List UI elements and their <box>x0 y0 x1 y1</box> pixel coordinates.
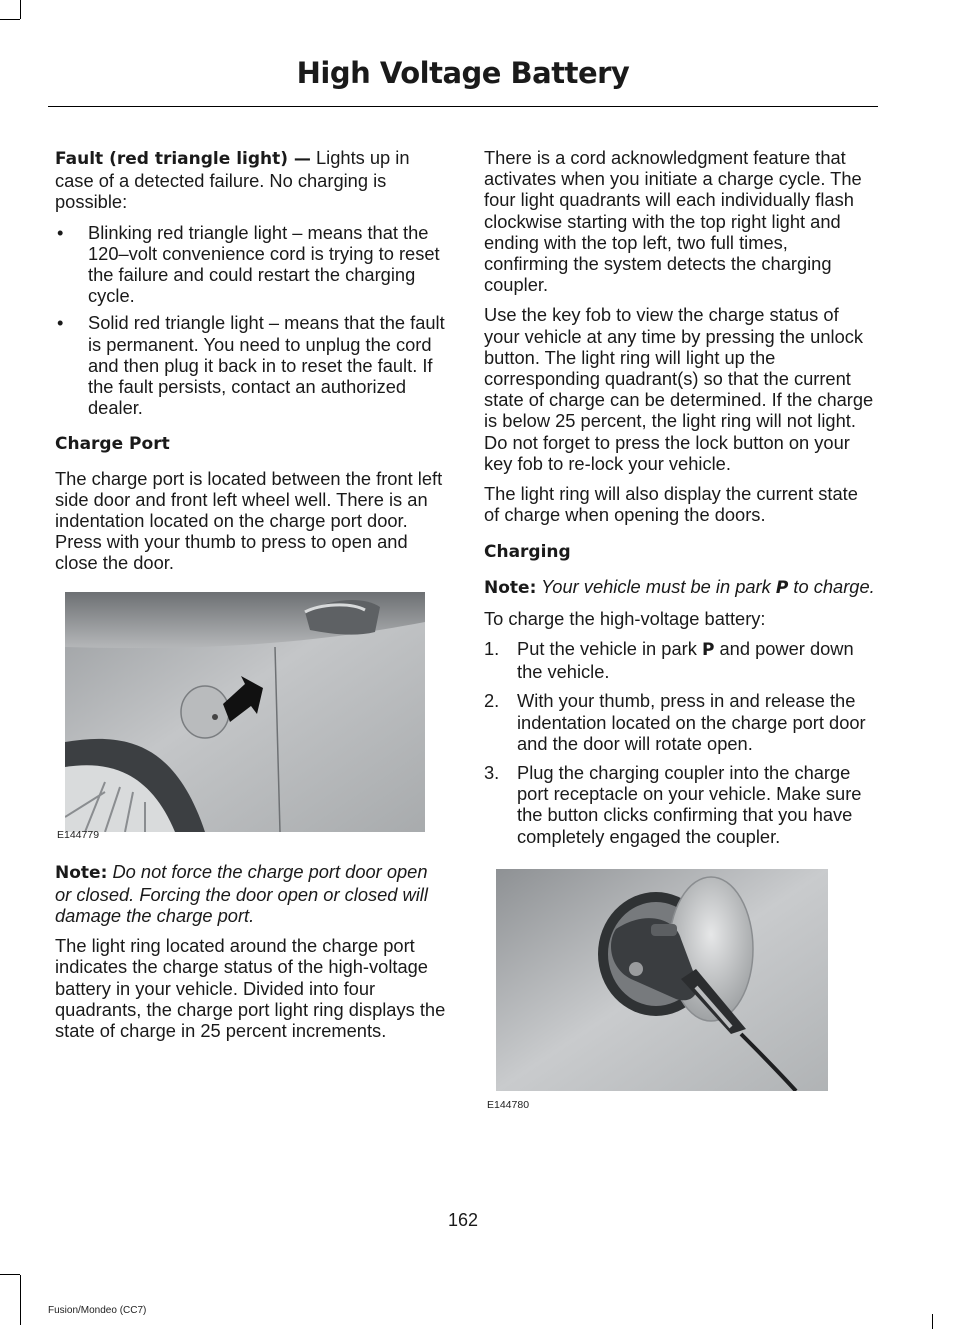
crop-mark <box>20 0 21 19</box>
charging-intro: To charge the high-voltage battery: <box>484 607 766 629</box>
footer-text: Fusion/Mondeo (CC7) <box>48 1305 147 1316</box>
crop-mark <box>0 19 20 20</box>
list-item <box>55 312 447 418</box>
list-item <box>484 762 876 847</box>
charge-port-door-illustration <box>65 592 425 832</box>
light-ring-paragraph: The light ring located around the charge port indicates the charge status of the high-voltage battery in your vehicle. Divided into four quadrants, the charge port light ring displays the state of charge in 25 percent increments. <box>55 935 446 1042</box>
park-letter: P <box>775 577 789 598</box>
fault-paragraph <box>55 147 447 213</box>
figure-code: E144779 <box>57 828 100 841</box>
crop-mark <box>0 1274 20 1275</box>
figure-code: E144780 <box>487 1098 530 1111</box>
bullet-text: Solid red triangle light – means that the fault is permanent. You need to unplug the cord and then plug it back in to reset the fault. If the fault persists, contact an authorized dealer. <box>88 312 445 419</box>
fault-label: Fault (red triangle light) — <box>55 149 311 169</box>
note-text: Your vehicle must be in park <box>536 575 776 597</box>
charging-coupler-illustration <box>496 869 828 1091</box>
left-column <box>55 147 447 1050</box>
step-number: 3. <box>484 762 500 784</box>
key-fob-paragraph: Use the key fob to view the charge status of your vehicle at any time by pressing the unlock button. The light ring will light up the corresponding quadrant(s) so that the current state of charge can be determined. If the charge is below 25 percent, the light ring will not light. Do not forget to press the lock button on your key fob to re-lock your vehicle. <box>484 304 874 474</box>
bullet-text: Blinking red triangle light – means that the 120–volt convenience cord is trying to reset the failure and could restart the charging cycle. <box>88 221 440 307</box>
page-number: 162 <box>447 1210 479 1230</box>
bullet-marker: • <box>57 312 64 334</box>
step-text: With your thumb, press in and release the indentation located on the charge port door and the door will rotate open. <box>517 690 866 754</box>
charging-heading: Charging <box>484 542 571 563</box>
fault-text: Lights up in case of a detected failure. No charging is possible: <box>55 147 410 213</box>
note-text: Do not force the charge port door open or closed. Forcing the door open or closed will damage the charge port. <box>55 860 428 927</box>
list-item <box>55 222 447 307</box>
crop-mark <box>20 1275 21 1325</box>
step-text: Plug the charging coupler into the charge port receptacle on your vehicle. Make sure the button clicks confirming that you have completely engaged the coupler. <box>517 762 862 847</box>
charging-steps <box>484 638 876 847</box>
fault-bullet-list <box>55 222 447 419</box>
list-item <box>484 638 876 682</box>
note-label: Note: <box>484 577 537 598</box>
step-number: 2. <box>484 690 500 712</box>
note-paragraph <box>55 861 447 927</box>
page-title: High Voltage Battery <box>296 56 630 90</box>
charge-port-figure <box>55 592 447 847</box>
charge-port-heading: Charge Port <box>55 434 170 455</box>
charging-note <box>484 576 876 599</box>
step-number: 1. <box>484 638 500 660</box>
step-bold: P <box>701 640 715 661</box>
step-text: Put the vehicle in park <box>517 638 702 660</box>
right-column <box>484 147 876 1109</box>
bullet-marker: • <box>57 221 64 243</box>
crop-mark <box>932 1314 933 1329</box>
note-text-end: to charge. <box>788 575 875 597</box>
cord-ack-paragraph: There is a cord acknowledgment feature that activates when you initiate a charge cycle. The four light quadrants will each individually flash clockwise starting with the top right light and ending with the top left, two full times, confirming the system detects the charging coupler. <box>484 147 862 296</box>
charging-figure <box>484 869 876 1109</box>
step-text-end: and power down the vehicle. <box>517 638 854 683</box>
doors-paragraph: The light ring will also display the current state of charge when opening the doors. <box>484 483 858 526</box>
list-item <box>484 690 876 754</box>
title-divider <box>48 106 878 107</box>
note-label: Note: <box>55 862 108 883</box>
charge-port-paragraph: The charge port is located between the front left side door and front left wheel well. There is an indentation located on the charge port door. Press with your thumb to press to open and close the door. <box>55 467 443 574</box>
